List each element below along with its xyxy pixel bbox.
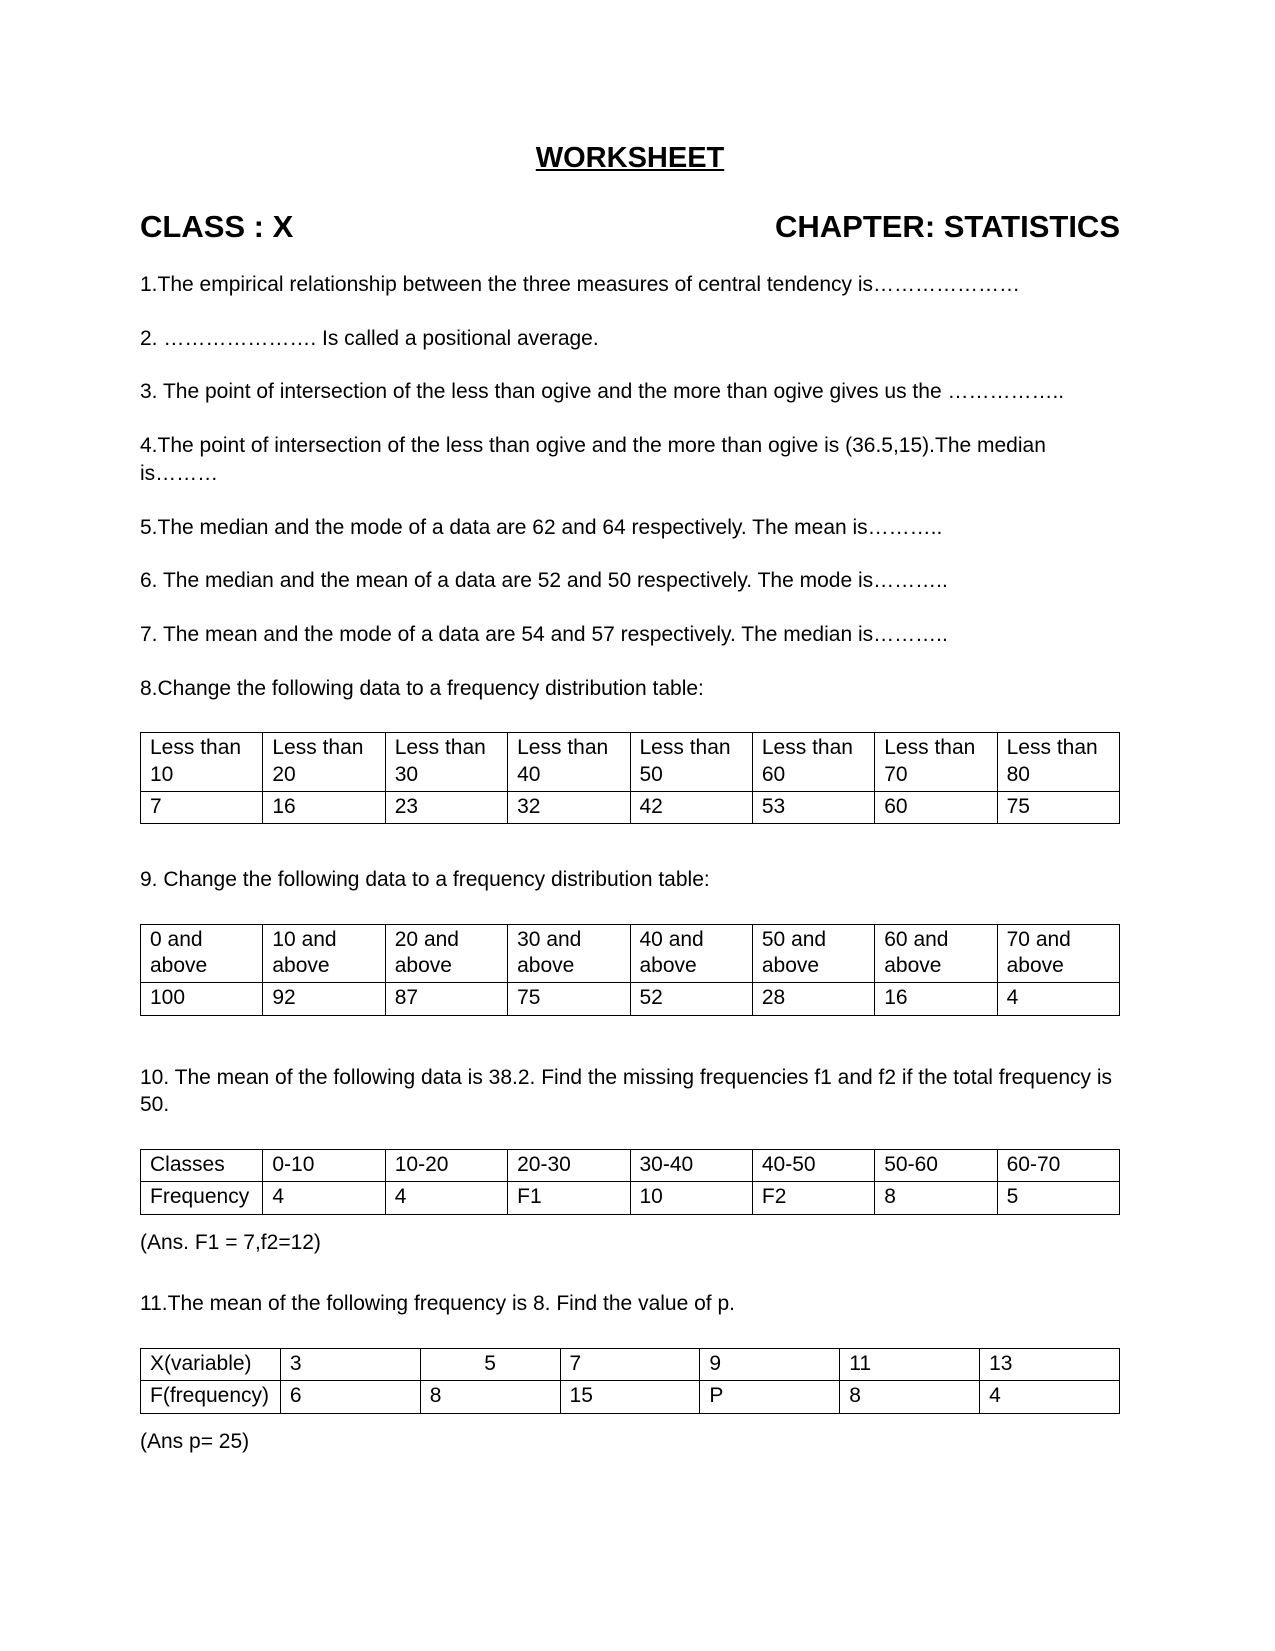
table-cell: 87 <box>385 983 507 1015</box>
table-row <box>141 924 1120 983</box>
class-heading: CLASS : X <box>140 209 294 244</box>
table-cell: Less than 70 <box>875 733 997 792</box>
table-cell: X(variable) <box>141 1349 281 1381</box>
question-5: 5.The median and the mode of a data are 62 and 64 respectively. The mean is……….. <box>140 515 943 539</box>
table-cell: 5 <box>420 1349 560 1381</box>
table-cell: 30 and above <box>508 924 630 983</box>
table-cell: 42 <box>630 791 752 823</box>
table-cell: 6 <box>280 1381 420 1413</box>
question-9: 9. Change the following data to a frequency distribution table: <box>140 868 710 892</box>
page-title: WORKSHEET <box>535 142 725 174</box>
table-cell: 20 and above <box>385 924 507 983</box>
table-cell: 20-30 <box>508 1150 630 1182</box>
question-10: 10. The mean of the following data is 38.2. Find the missing frequencies f1 and f2 if the total frequency is 50. <box>140 1065 1113 1117</box>
missing-frequencies-table <box>140 1149 1120 1215</box>
table-cell: 40-50 <box>752 1150 874 1182</box>
table-cell: 4 <box>997 983 1119 1015</box>
table-cell: 16 <box>263 791 385 823</box>
table-cell: 8 <box>420 1381 560 1413</box>
question-6: 6. The median and the mean of a data are 52 and 50 respectively. The mode is……….. <box>140 569 948 593</box>
table-cell: 0 and above <box>141 924 263 983</box>
table-cell: 7 <box>560 1349 700 1381</box>
table-row <box>141 1150 1120 1182</box>
table-cell: 10-20 <box>385 1150 507 1182</box>
table-cell: 11 <box>840 1349 980 1381</box>
find-p-table <box>140 1348 1120 1414</box>
question-3: 3. The point of intersection of the less than ogive and the more than ogive gives us the …………….. <box>140 380 1065 404</box>
table-cell: F1 <box>508 1182 630 1214</box>
table-cell: 10 and above <box>263 924 385 983</box>
table-row <box>141 983 1120 1015</box>
table-cell: F(frequency) <box>141 1381 281 1413</box>
table-cell: 23 <box>385 791 507 823</box>
table-cell: Frequency <box>141 1182 263 1214</box>
question-11: 11.The mean of the following frequency is 8. Find the value of p. <box>140 1292 735 1316</box>
table-row <box>141 1381 1120 1413</box>
table-cell: Less than 20 <box>263 733 385 792</box>
table-cell: 30-40 <box>630 1150 752 1182</box>
table-cell: 75 <box>508 983 630 1015</box>
table-cell: 75 <box>997 791 1119 823</box>
table-row <box>141 1182 1120 1214</box>
table-cell: P <box>700 1381 840 1413</box>
table-cell: 13 <box>980 1349 1120 1381</box>
table-cell: 92 <box>263 983 385 1015</box>
question-2: 2. …………………. Is called a positional average. <box>140 326 599 350</box>
table-cell: 50-60 <box>875 1150 997 1182</box>
table-cell: 28 <box>752 983 874 1015</box>
answer-11: (Ans p= 25) <box>140 1429 250 1453</box>
table-row <box>141 733 1120 792</box>
table-cell: 4 <box>980 1381 1120 1413</box>
table-cell: 52 <box>630 983 752 1015</box>
table-cell: 70 and above <box>997 924 1119 983</box>
table-cell: 0-10 <box>263 1150 385 1182</box>
table-cell: Classes <box>141 1150 263 1182</box>
table-cell: Less than 40 <box>508 733 630 792</box>
question-7: 7. The mean and the mode of a data are 54 and 57 respectively. The median is……….. <box>140 623 948 647</box>
table-cell: 100 <box>141 983 263 1015</box>
table-cell: Less than 30 <box>385 733 507 792</box>
table-cell: 10 <box>630 1182 752 1214</box>
table-cell: F2 <box>752 1182 874 1214</box>
table-cell: 40 and above <box>630 924 752 983</box>
and-above-frequency-table <box>140 924 1120 1016</box>
table-cell: 60 and above <box>875 924 997 983</box>
table-cell: 9 <box>700 1349 840 1381</box>
table-row <box>141 1349 1120 1381</box>
table-cell: 8 <box>875 1182 997 1214</box>
answer-10: (Ans. F1 = 7,f2=12) <box>140 1230 321 1254</box>
table-cell: 53 <box>752 791 874 823</box>
table-cell: 16 <box>875 983 997 1015</box>
table-cell: 32 <box>508 791 630 823</box>
heading-row <box>140 209 1120 245</box>
table-cell: 15 <box>560 1381 700 1413</box>
table-cell: 8 <box>840 1381 980 1413</box>
table-cell: 4 <box>263 1182 385 1214</box>
question-4: 4.The point of intersection of the less than ogive and the more than ogive is (36.5,15).The median is……… <box>140 434 1046 485</box>
table-cell: 7 <box>141 791 263 823</box>
table-cell: 4 <box>385 1182 507 1214</box>
table-cell: Less than 80 <box>997 733 1119 792</box>
table-cell: Less than 60 <box>752 733 874 792</box>
question-1: 1.The empirical relationship between the three measures of central tendency is………………… <box>140 273 1021 296</box>
table-cell: Less than 50 <box>630 733 752 792</box>
table-cell: 60-70 <box>997 1150 1119 1182</box>
less-than-frequency-table <box>140 732 1120 824</box>
table-cell: 3 <box>280 1349 420 1381</box>
question-8: 8.Change the following data to a frequency distribution table: <box>140 676 704 700</box>
chapter-heading: CHAPTER: STATISTICS <box>774 209 1120 244</box>
table-cell: Less than 10 <box>141 733 263 792</box>
table-cell: 60 <box>875 791 997 823</box>
table-row <box>141 791 1120 823</box>
table-cell: 50 and above <box>752 924 874 983</box>
table-cell: 5 <box>997 1182 1119 1214</box>
